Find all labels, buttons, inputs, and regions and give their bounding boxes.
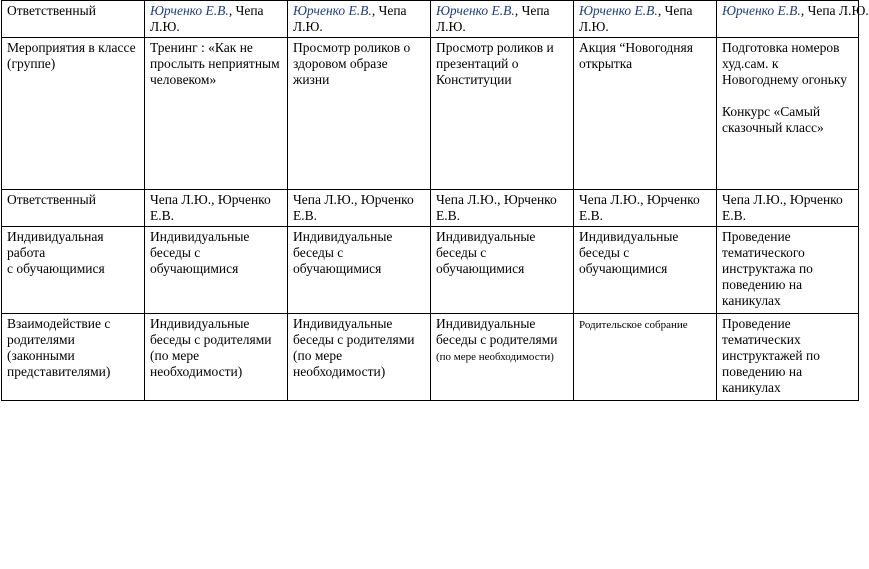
row-label-responsible: Ответственный <box>2 190 145 227</box>
table-cell: Индивидуальные беседы с обучающимися <box>288 227 431 314</box>
table-cell: Индивидуальные беседы с родителями (по мере необходимости) <box>431 314 574 401</box>
table-cell: Индивидуальные беседы с обучающимися <box>431 227 574 314</box>
table-cell: Тренинг : «Как не прослыть неприятным человеком» <box>145 38 288 190</box>
table-row <box>2 314 859 401</box>
table-cell: Родительское собрание <box>574 314 717 401</box>
table-cell: Подготовка номеров худ.сам. к Новогоднему огоньку Конкурс «Самый сказочный класс» <box>717 38 859 190</box>
table-cell: Просмотр роликов о здоровом образе жизни <box>288 38 431 190</box>
table-cell: Юрченко Е.В., Чепа Л.Ю. <box>288 1 431 38</box>
table-cell: Юрченко Е.В., Чепа Л.Ю. <box>717 1 859 38</box>
table-cell: Просмотр роликов и презентаций о Конституции <box>431 38 574 190</box>
table-cell: Проведение тематического инструктажа по поведению на каникулах <box>717 227 859 314</box>
table-row <box>2 227 859 314</box>
table-cell: Чепа Л.Ю., Юрченко Е.В. <box>717 190 859 227</box>
table-cell: Чепа Л.Ю., Юрченко Е.В. <box>574 190 717 227</box>
table-cell: Проведение тематических инструктажей по поведению на каникулах <box>717 314 859 401</box>
table-cell: Чепа Л.Ю., Юрченко Е.В. <box>145 190 288 227</box>
table-row <box>2 190 859 227</box>
table-cell: Индивидуальные беседы с обучающимися <box>145 227 288 314</box>
row-label-parents: Взаимодействие с родителями (законными представителями) <box>2 314 145 401</box>
table-cell: Акция “Новогодняя открытка <box>574 38 717 190</box>
table-cell: Юрченко Е.В., Чепа Л.Ю. <box>145 1 288 38</box>
table-cell: Юрченко Е.В., Чепа Л.Ю. <box>431 1 574 38</box>
table-cell: Индивидуальные беседы с родителями (по мере необходимости) <box>288 314 431 401</box>
table-cell: Юрченко Е.В., Чепа Л.Ю. <box>574 1 717 38</box>
table-cell: Чепа Л.Ю., Юрченко Е.В. <box>288 190 431 227</box>
table-cell: Чепа Л.Ю., Юрченко Е.В. <box>431 190 574 227</box>
table-row <box>2 1 859 38</box>
row-label-class-events: Мероприятия в классе (группе) <box>2 38 145 190</box>
table-cell: Индивидуальные беседы с обучающимися <box>574 227 717 314</box>
row-label-individual-work: Индивидуальная работа с обучающимися <box>2 227 145 314</box>
row-label-responsible: Ответственный <box>2 1 145 38</box>
table-cell: Индивидуальные беседы с родителями (по мере необходимости) <box>145 314 288 401</box>
schedule-table <box>1 0 869 401</box>
table-row <box>2 38 859 190</box>
